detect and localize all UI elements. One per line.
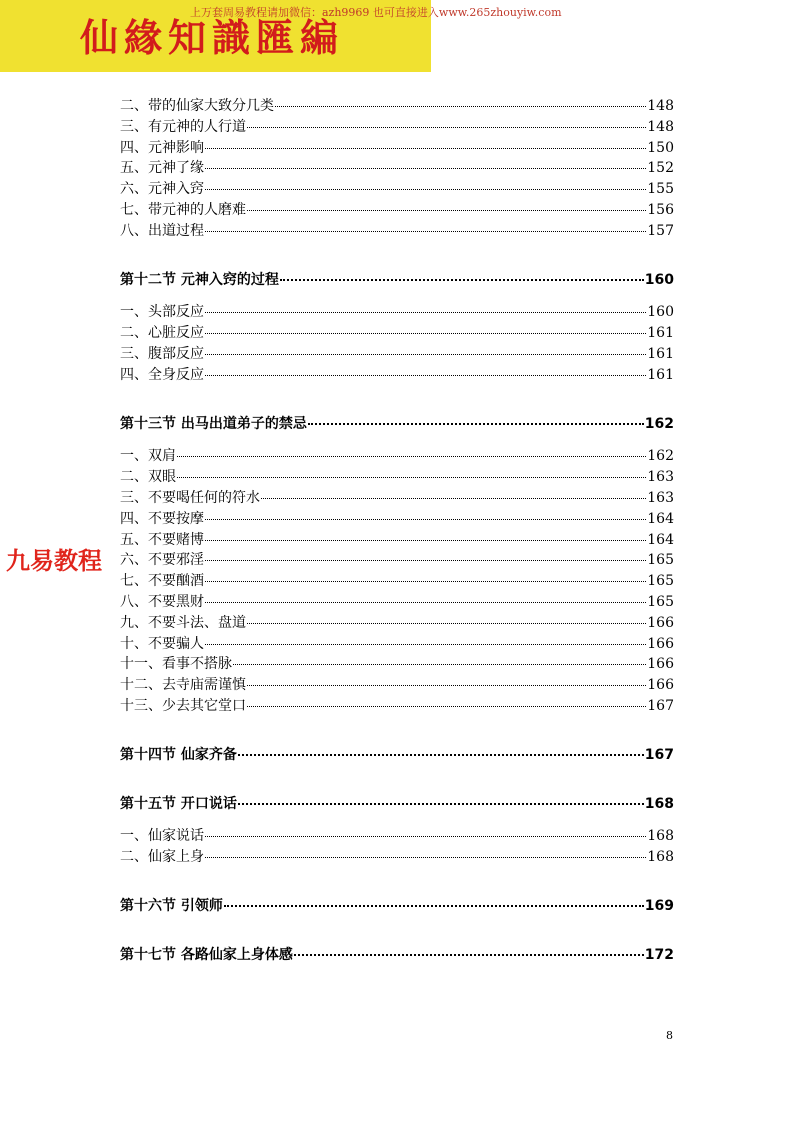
toc-entry[interactable] (120, 344, 674, 364)
toc-entry-page: 148 (647, 118, 674, 135)
toc-entry[interactable] (120, 96, 674, 116)
toc-leader-dots (205, 539, 646, 541)
toc-entry[interactable] (120, 571, 674, 591)
toc-leader-dots (205, 311, 646, 313)
toc-entry-title: 一、双肩 (120, 448, 176, 465)
toc-leader-dots (261, 497, 646, 499)
toc-entry-title: 第十七节 各路仙家上身体感 (120, 946, 293, 963)
toc-leader-dots (247, 126, 646, 128)
header-note: 上万套周易教程请加微信：azh9969 也可直接进入www.265zhouyiw.com (190, 6, 562, 19)
toc-entry[interactable] (120, 179, 674, 199)
toc-entry[interactable] (120, 365, 674, 385)
watermark: 九易教程 (6, 547, 102, 575)
toc-leader-dots (247, 705, 646, 707)
toc-entry[interactable] (120, 696, 674, 716)
toc-entry-page: 167 (644, 746, 674, 763)
toc-entry-page: 163 (647, 490, 674, 506)
toc-entry-page: 150 (647, 139, 674, 156)
toc-leader-dots (205, 835, 646, 837)
toc-entry-title: 五、元神了缘 (120, 160, 204, 177)
toc-section-entry[interactable] (120, 745, 674, 765)
toc-leader-dots (205, 856, 646, 858)
toc-entry-title: 四、不要按摩 (120, 510, 204, 527)
toc-leader-dots (294, 953, 644, 956)
toc-entry-title: 四、元神影响 (120, 139, 204, 156)
toc-entry-title: 一、头部反应 (120, 304, 204, 321)
toc-entry-page: 166 (647, 614, 674, 631)
toc-leader-dots (205, 643, 646, 645)
toc-section-entry[interactable] (120, 794, 674, 814)
toc-entry-title: 六、元神入窍 (120, 181, 204, 198)
toc-entry[interactable] (120, 634, 674, 654)
toc-leader-dots (205, 559, 646, 561)
toc-entry-page: 167 (647, 698, 674, 714)
toc-entry-title: 第十五节 开口说话 (120, 795, 237, 812)
toc-entry-page: 165 (647, 573, 674, 590)
toc-leader-dots (238, 753, 644, 756)
toc-entry-title: 二、仙家上身 (120, 849, 204, 866)
toc-entry[interactable] (120, 158, 674, 178)
toc-entry-title: 九、不要斗法、盘道 (120, 614, 246, 631)
toc-entry-title: 第十四节 仙家齐备 (120, 746, 237, 763)
toc-leader-dots (177, 476, 646, 478)
toc-entry-page: 161 (647, 346, 674, 362)
toc-entry-title: 第十六节 引领师 (120, 898, 223, 914)
toc-entry-page: 168 (647, 828, 674, 845)
toc-entry[interactable] (120, 654, 674, 674)
toc-entry-title: 三、腹部反应 (120, 346, 204, 362)
toc-entry-page: 162 (647, 448, 674, 465)
toc-leader-dots (205, 230, 646, 232)
toc-entry-title: 十二、去寺庙需谨慎 (120, 677, 246, 694)
toc-leader-dots (205, 188, 646, 190)
toc-entry-title: 第十二节 元神入窍的过程 (120, 271, 279, 288)
toc-entry-title: 二、心脏反应 (120, 325, 204, 342)
toc-entry-title: 十三、少去其它堂口 (120, 698, 246, 714)
toc-leader-dots (233, 663, 646, 665)
banner-title: 仙緣知識匯編 (80, 15, 345, 60)
toc-entry[interactable] (120, 509, 674, 529)
toc-entry-page: 160 (647, 304, 674, 321)
toc-entry-title: 四、全身反应 (120, 366, 204, 383)
toc-leader-dots (205, 374, 646, 376)
toc-entry[interactable] (120, 550, 674, 570)
toc-entry-title: 五、不要赌博 (120, 531, 204, 548)
toc-entry-page: 161 (647, 325, 674, 342)
toc-section-entry[interactable] (120, 270, 674, 290)
toc-leader-dots (224, 904, 644, 907)
toc-leader-dots (238, 802, 644, 805)
toc-entry[interactable] (120, 323, 674, 343)
toc-entry-page: 166 (647, 635, 674, 652)
toc-entry[interactable] (120, 592, 674, 612)
toc-entry[interactable] (120, 675, 674, 695)
toc-leader-dots (308, 422, 644, 425)
toc-entry-title: 二、双眼 (120, 469, 176, 486)
toc-entry-page: 148 (647, 98, 674, 114)
toc-entry-page: 166 (647, 677, 674, 694)
toc-entry-page: 156 (647, 202, 674, 218)
toc-entry-page: 168 (647, 849, 674, 866)
toc-entry-page: 166 (647, 656, 674, 673)
toc-section-entry[interactable] (120, 896, 674, 916)
toc-entry-title: 三、不要喝任何的符水 (120, 490, 260, 506)
toc-entry-page: 169 (644, 898, 674, 914)
toc-entry-page: 161 (647, 366, 674, 383)
toc-leader-dots (247, 684, 646, 686)
toc-entry[interactable] (120, 530, 674, 550)
toc-entry[interactable] (120, 826, 674, 846)
toc-entry-title: 一、仙家说话 (120, 828, 204, 845)
toc-leader-dots (205, 332, 646, 334)
toc-entry-page: 162 (644, 415, 674, 432)
toc-entry-page: 163 (647, 469, 674, 486)
toc-leader-dots (205, 147, 646, 149)
toc-entry-page: 152 (647, 160, 674, 177)
toc-entry[interactable] (120, 488, 674, 508)
toc-entry-page: 160 (644, 271, 674, 288)
toc-entry[interactable] (120, 221, 674, 241)
toc-leader-dots (177, 455, 646, 457)
toc-entry-page: 172 (644, 946, 674, 963)
toc-entry-page: 165 (647, 552, 674, 569)
toc-entry-title: 二、带的仙家大致分几类 (120, 98, 274, 114)
toc-entry-page: 164 (647, 510, 674, 527)
toc-entry-title: 七、不要酗酒 (120, 573, 204, 590)
toc-section-entry[interactable] (120, 945, 674, 965)
toc-leader-dots (205, 167, 646, 169)
page-number: 8 (666, 1029, 673, 1042)
toc-entry[interactable] (120, 138, 674, 158)
toc-entry[interactable] (120, 302, 674, 322)
toc-entry-title: 十一、看事不搭脉 (120, 656, 232, 673)
toc-entry-title: 六、不要邪淫 (120, 552, 204, 569)
toc-section-entry[interactable] (120, 414, 674, 434)
toc-entry-page: 164 (647, 531, 674, 548)
toc-leader-dots (247, 622, 646, 624)
toc-entry-page: 155 (647, 181, 674, 198)
toc-leader-dots (205, 601, 646, 603)
toc-entry-title: 三、有元神的人行道 (120, 118, 246, 135)
toc-entry[interactable] (120, 847, 674, 867)
toc-entry[interactable] (120, 446, 674, 466)
toc-entry-title: 七、带元神的人磨难 (120, 202, 246, 218)
toc-entry-title: 第十三节 出马出道弟子的禁忌 (120, 415, 307, 432)
toc-entry[interactable] (120, 613, 674, 633)
toc-entry[interactable] (120, 467, 674, 487)
toc-entry[interactable] (120, 117, 674, 137)
toc-leader-dots (205, 580, 646, 582)
toc-leader-dots (280, 278, 644, 281)
toc-entry-page: 168 (644, 795, 674, 812)
toc-entry-title: 十、不要骗人 (120, 635, 204, 652)
toc-leader-dots (205, 518, 646, 520)
toc-entry-page: 157 (647, 222, 674, 239)
toc-entry-title: 八、不要黑财 (120, 594, 204, 610)
toc-entry-title: 八、出道过程 (120, 222, 204, 239)
toc-entry[interactable] (120, 200, 674, 220)
toc-entry-page: 165 (647, 594, 674, 610)
toc-leader-dots (275, 105, 646, 107)
toc-leader-dots (247, 209, 646, 211)
toc-leader-dots (205, 353, 646, 355)
